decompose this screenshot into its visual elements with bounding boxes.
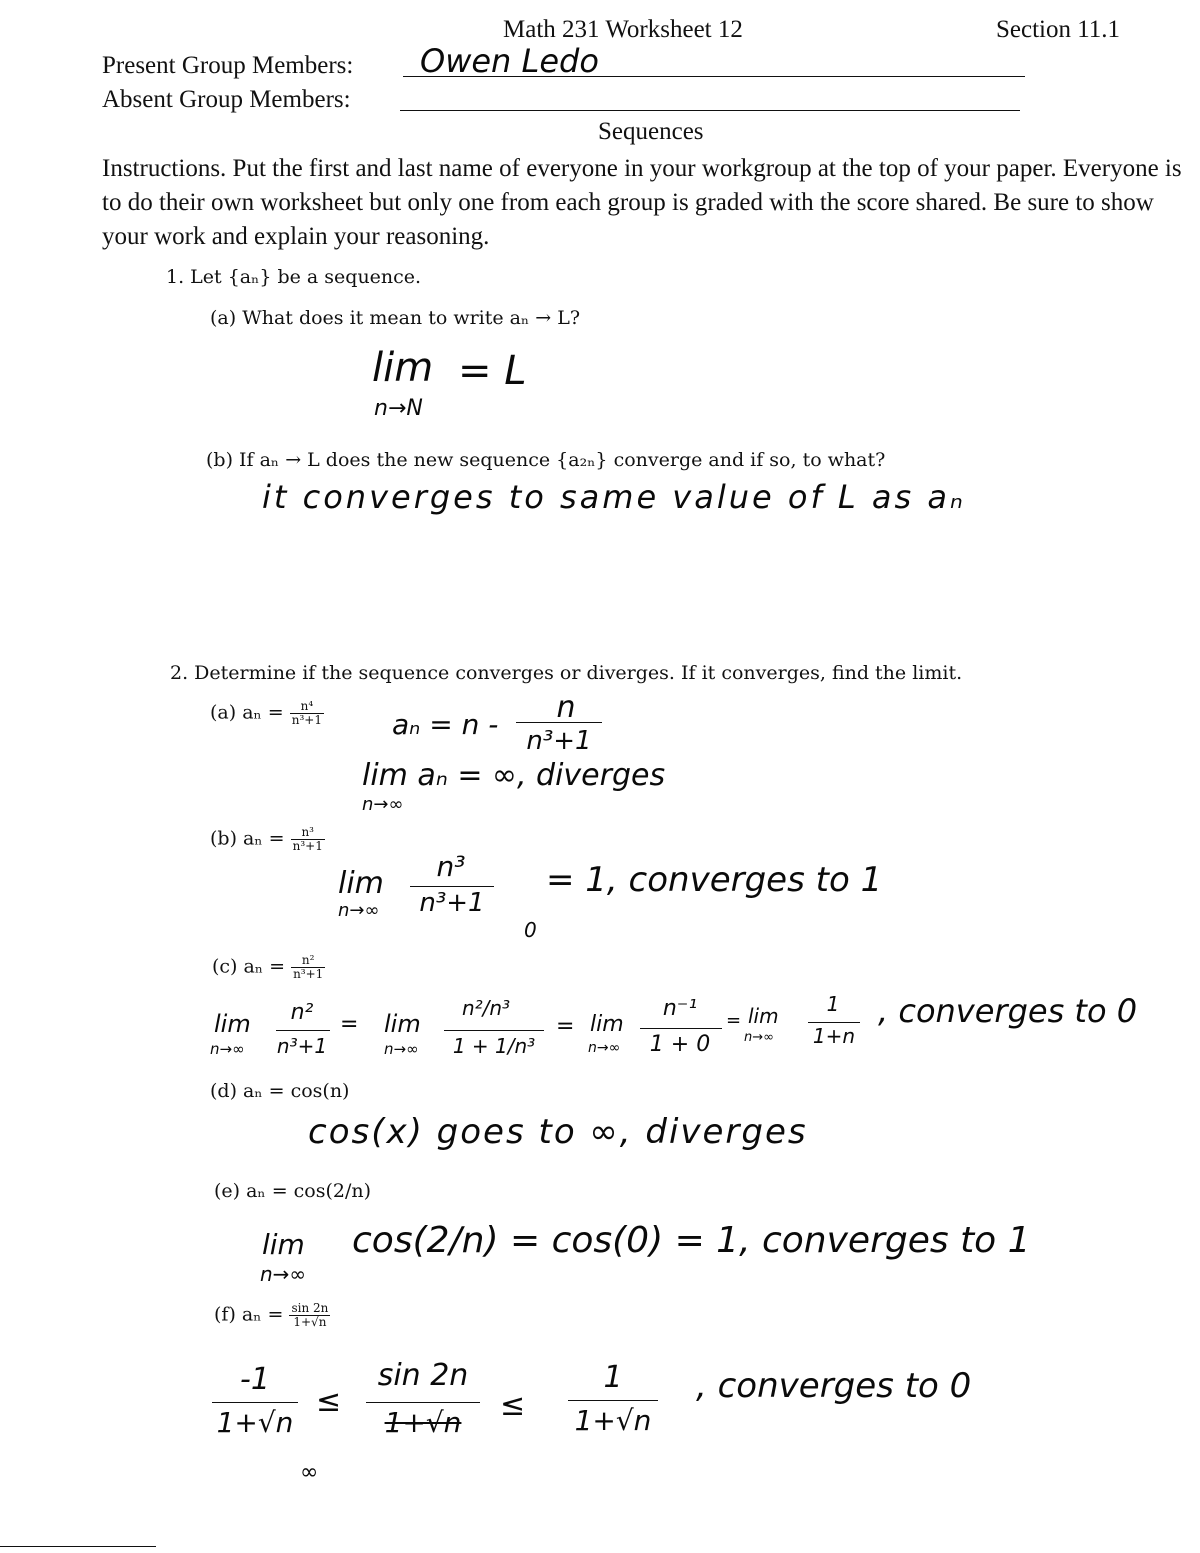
q2c-lim: lim xyxy=(214,1010,251,1038)
q2f-right-den: 1+√n xyxy=(574,1404,652,1437)
q2f-mid-num: sin 2n xyxy=(377,1358,469,1393)
instructions-paragraph: Instructions. Put the first and last name of everyone in your workgroup at the top of your paper. Everyone is to do their own worksheet but only one from each group is graded with the score shared. Be sure to show your work and explain your reasoning. xyxy=(102,155,1182,250)
q2a-label xyxy=(210,700,324,727)
q2c-step4-num: 1 xyxy=(826,992,840,1016)
q2f-left-num: -1 xyxy=(240,1362,270,1397)
q2c-lim-4-sub: n→∞ xyxy=(744,1030,774,1045)
q1a-answer-rhs: = L xyxy=(458,348,527,394)
q2-prompt: 2. Determine if the sequence converges or diverges. If it converges, find the limit. xyxy=(170,662,963,684)
q2f-infinity: ∞ xyxy=(300,1460,319,1485)
q2f-mid-bar xyxy=(366,1402,480,1403)
absent-members-label: Absent Group Members: xyxy=(102,86,351,113)
q2a-fraction xyxy=(290,700,324,727)
q2f-label xyxy=(214,1302,330,1329)
q2a-label-text: (a) aₙ = xyxy=(210,701,284,724)
q2c-lim-4: lim xyxy=(748,1004,779,1028)
q2c-eq2: = xyxy=(556,1014,575,1039)
q2f-mid-den: 1+√n xyxy=(384,1406,462,1439)
q2f-left-bar xyxy=(212,1402,298,1403)
worksheet-title: Sequences xyxy=(598,118,704,145)
q2c-step4-bar xyxy=(808,1022,860,1023)
q2c-denominator: n³+1 xyxy=(293,967,324,981)
q2d-label: (d) aₙ = cos(n) xyxy=(210,1080,350,1102)
q2b-work-num: n³ xyxy=(436,850,466,883)
q1a-answer-subscript: n→N xyxy=(374,396,423,421)
q2b-fraction xyxy=(291,826,325,853)
q1b-answer: it converges to same value of L as aₙ xyxy=(262,478,966,516)
q2c-step2-den: 1 + 1/n³ xyxy=(452,1034,536,1058)
q2c-lim-3-sub: n→∞ xyxy=(588,1040,621,1056)
q2e-lim-sub: n→∞ xyxy=(260,1262,307,1286)
q2b-lim-sub: n→∞ xyxy=(338,900,380,921)
q2c-step1-den: n³+1 xyxy=(276,1034,328,1058)
q2f-le-1: ≤ xyxy=(316,1384,342,1419)
absent-members-line xyxy=(400,110,1020,111)
q2b-fraction-bar xyxy=(410,886,494,887)
q2f-result: , converges to 0 xyxy=(696,1366,972,1406)
q1-prompt: 1. Let {aₙ} be a sequence. xyxy=(166,266,422,288)
q2f-denominator: 1+√n xyxy=(293,1315,327,1329)
q2b-numerator: n³ xyxy=(291,826,325,840)
worksheet-header-title: Math 231 Worksheet 12 xyxy=(503,16,743,43)
q2c-result: , converges to 0 xyxy=(878,992,1138,1030)
q2c-step3-den: 1 + 0 xyxy=(649,1032,711,1057)
q2a-work-line2: lim aₙ = ∞, diverges xyxy=(362,758,666,793)
q2c-step3-num: n⁻¹ xyxy=(662,996,698,1021)
q2a-denominator: n³+1 xyxy=(291,713,322,727)
q2c-step2-num: n²/n³ xyxy=(461,996,511,1020)
q2f-label-text: (f) aₙ = xyxy=(214,1303,284,1326)
q2e-answer: cos(2/n) = cos(0) = 1, converges to 1 xyxy=(352,1220,1031,1261)
q2f-fraction xyxy=(289,1302,330,1329)
q2f-left-den: 1+√n xyxy=(216,1406,294,1439)
q2c-lim-sub: n→∞ xyxy=(210,1040,245,1058)
q2f-right-bar xyxy=(568,1400,658,1401)
q2c-label-text: (c) aₙ = xyxy=(212,955,286,978)
q2c-numerator: n² xyxy=(291,954,325,968)
q1b-prompt: (b) If aₙ → L does the new sequence {a₂ₙ} converge and if so, to what? xyxy=(206,449,886,471)
q2c-lim-2: lim xyxy=(384,1010,421,1038)
q2d-answer: cos(x) goes to ∞, diverges xyxy=(308,1112,808,1152)
q2b-lim: lim xyxy=(338,866,384,901)
q1a-prompt: (a) What does it mean to write aₙ → L? xyxy=(210,307,581,329)
q2a-work-line2-sub: n→∞ xyxy=(362,794,404,815)
q2c-label xyxy=(212,954,325,981)
q2e-label: (e) aₙ = cos(2/n) xyxy=(214,1180,372,1202)
q2f-right-num: 1 xyxy=(603,1360,623,1395)
q2a-work-line1-num: n xyxy=(556,690,576,725)
q2b-zero: 0 xyxy=(524,918,537,942)
q2c-eq3: = xyxy=(726,1010,742,1031)
q2a-work-line1-lhs: aₙ = n - xyxy=(392,708,499,741)
q2c-eq1: = xyxy=(340,1012,359,1037)
q2c-lim-3: lim xyxy=(590,1012,624,1037)
q2c-fraction xyxy=(291,954,325,981)
q2b-result: = 1, converges to 1 xyxy=(546,860,883,900)
q2c-step1-bar xyxy=(276,1030,330,1031)
q2c-step2-bar xyxy=(444,1030,544,1031)
q2b-denominator: n³+1 xyxy=(292,839,323,853)
q2e-lim: lim xyxy=(262,1228,305,1261)
q2c-lim-2-sub: n→∞ xyxy=(384,1040,419,1058)
q2a-work-fraction-bar xyxy=(516,722,602,723)
q2f-le-2: ≤ xyxy=(500,1388,526,1423)
section-label: Section 11.1 xyxy=(996,16,1121,43)
q2a-work-line1-den: n³+1 xyxy=(526,726,592,756)
q2c-step4-den: 1+n xyxy=(812,1024,856,1048)
footer-rule xyxy=(0,1546,156,1547)
present-members-label: Present Group Members: xyxy=(102,52,354,79)
q2c-step3-bar xyxy=(640,1028,722,1029)
q2f-numerator: sin 2n xyxy=(291,1301,329,1315)
q2c-step1-num: n² xyxy=(290,1000,314,1025)
q1a-answer-lim: lim xyxy=(372,345,434,391)
q2a-numerator: n⁴ xyxy=(290,700,324,714)
q2b-label xyxy=(210,826,325,853)
q2b-label-text: (b) aₙ = xyxy=(210,827,285,850)
q2b-work-den: n³+1 xyxy=(419,888,485,918)
present-members-value: Owen Ledo xyxy=(420,42,599,80)
